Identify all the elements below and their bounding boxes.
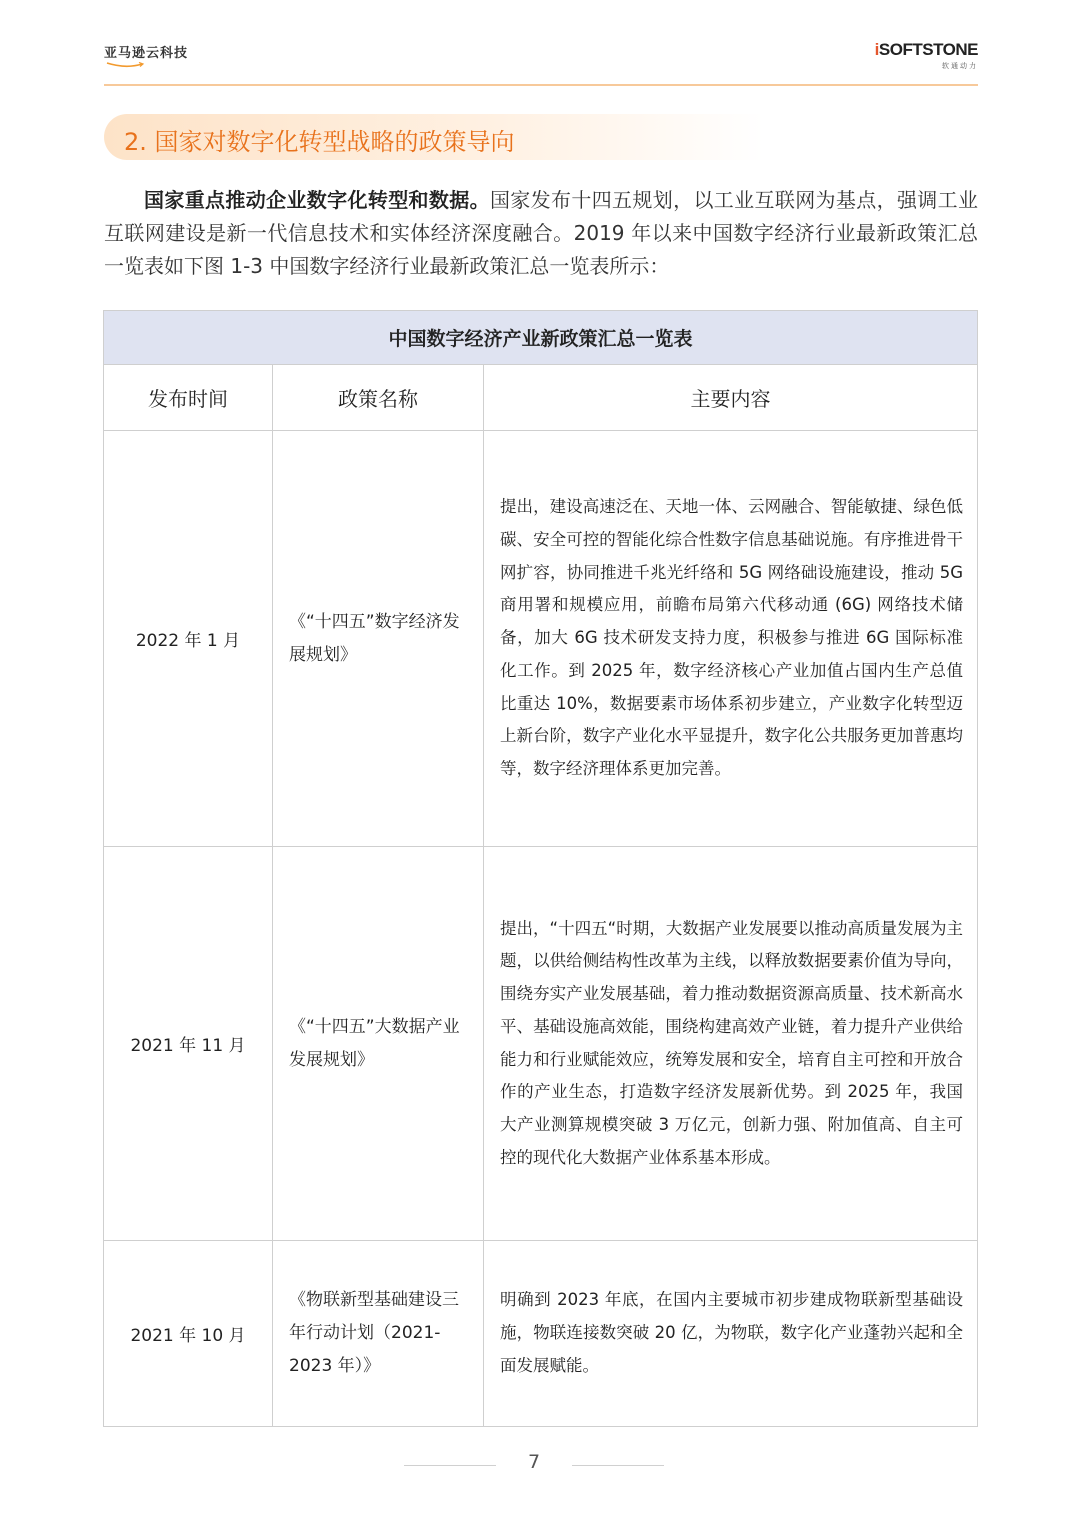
row-policy-name: 《“十四五”大数据产业发展规划》 (273, 847, 484, 1241)
header-date: 发布时间 (104, 365, 273, 431)
isoftstone-subtitle: 软通动力 (942, 62, 978, 70)
row-date: 2021 年 10 月 (104, 1241, 273, 1427)
page-header (104, 38, 978, 88)
intro-text: 国家发布十四五规划，以工业互联网为基点，强调工业互联网建设是新一代信息技术和实体经济深度融合。2019 年以来中国数字经济行业最新政策汇总一览表如下图 1-3 中国数字经济行业最新政策汇总一览表所示： (104, 188, 979, 278)
row-content: 提出，建设高速泛在、天地一体、云网融合、智能敏捷、绿色低碳、安全可控的智能化综合性数字信息基础说施。有序推进骨干网扩容，协同推进千兆光纤络和 5G 网络础设施建设，推动 5G 商用署和规模应用，前瞻布局第六代移动通 (6G) 网络技术储备，加大 6G 技术研发支持力度，积极参与推进 6G 国际标准化工作。到 2025 年，数字经济核心产业加值占国内生产总值比重达 10%，数据要素市场体系初步建立，产业数字化转型迈上新台阶，数字产业化水平显提升，数字化公共服务更加普惠均等，数字经济理体系更加完善。 (484, 431, 978, 847)
table-row (104, 847, 978, 1241)
smile-arrow-icon (106, 62, 146, 68)
table-title: 中国数字经济产业新政策汇总一览表 (104, 311, 978, 365)
policy-table (103, 310, 978, 1427)
table-row (104, 431, 978, 847)
row-content: 提出，“十四五“时期，大数据产业发展要以推动高质量发展为主题，以供给侧结构性改革为主线，以释放数据要素价值为导向，围绕夯实产业发展基础，着力推动数据资源高质量、技术新高水平、基础设施高效能，围绕构建高效产业链，着力提升产业供给能力和行业赋能效应，统筹发展和安全，培育自主可控和开放合作的产业生态，打造数字经济发展新优势。到 2025 年，我国大产业测算规模突破 3 万亿元，创新力强、附加值高、自主可控的现代化大数据产业体系基本形成。 (484, 847, 978, 1241)
footer-divider-right (572, 1465, 664, 1466)
section-title-text: 2. 国家对数字化转型战略的政策导向 (124, 128, 515, 156)
page-number: 7 (527, 1451, 541, 1473)
footer-divider-left (404, 1465, 496, 1466)
header-main-content: 主要内容 (484, 365, 978, 431)
row-date: 2022 年 1 月 (104, 431, 273, 847)
row-content: 明确到 2023 年底，在国内主要城市初步建成物联新型基础设施，物联连接数突破 20 亿，为物联，数字化产业蓬勃兴起和全面发展赋能。 (484, 1241, 978, 1427)
intro-paragraph (104, 184, 978, 283)
intro-bold-lead: 国家重点推动企业数字化转型和数据。 (144, 188, 490, 212)
header-divider (104, 84, 978, 86)
row-date: 2021 年 11 月 (104, 847, 273, 1241)
amazon-web-services-logo: 亚马逊云科技 (104, 46, 189, 61)
table-row (104, 1241, 978, 1427)
section-heading (104, 114, 764, 160)
isoftstone-logo: iSOFTSTONE 软通动力 (874, 40, 978, 70)
page-footer (404, 1450, 664, 1480)
row-policy-name: 《物联新型基础建设三年行动计划（2021-2023 年）》 (273, 1241, 484, 1427)
row-policy-name: 《“十四五”数字经济发展规划》 (273, 431, 484, 847)
header-policy-name: 政策名称 (273, 365, 484, 431)
